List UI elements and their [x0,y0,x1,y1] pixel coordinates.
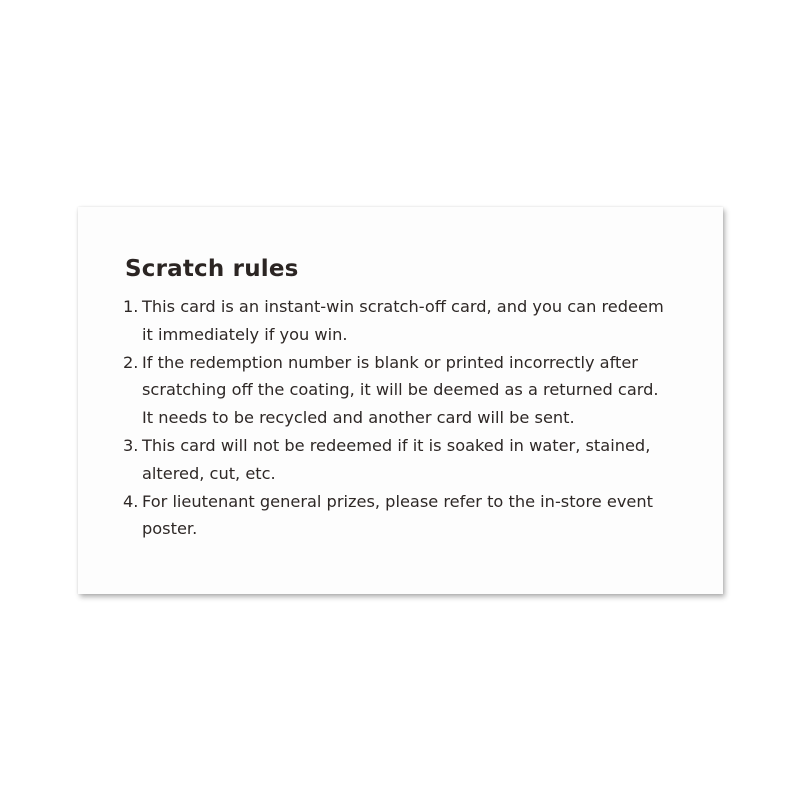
rule-item [123,488,703,544]
rule-number: 2. [123,352,139,372]
rule-line: For lieutenant general prizes, please refer to the in-store event [142,491,653,511]
rule-line: scratching off the coating, it will be deemed as a returned card. [142,380,659,400]
rule-item [123,432,703,488]
rule-line: poster. [142,519,198,539]
rule-line: It needs to be recycled and another card will be sent. [142,408,575,428]
rule-line: altered, cut, etc. [142,463,276,483]
rule-text [142,349,703,432]
rule-line: This card is an instant-win scratch-off card, and you can redeem [142,297,664,316]
rule-number: 3. [123,435,139,455]
rule-number: 1. [123,297,139,316]
rule-line: If the redemption number is blank or printed incorrectly after [142,352,638,372]
rule-text [142,432,703,488]
scratch-rules-card [78,207,723,594]
rule-line: it immediately if you win. [142,324,348,344]
rule-number: 4. [123,491,139,511]
rule-item [123,349,703,432]
rule-item [123,293,703,349]
rule-text [142,488,703,544]
card-title: Scratch rules [125,256,299,282]
rules-list [123,293,703,543]
rule-text [142,293,703,349]
rule-line: This card will not be redeemed if it is soaked in water, stained, [142,435,651,455]
